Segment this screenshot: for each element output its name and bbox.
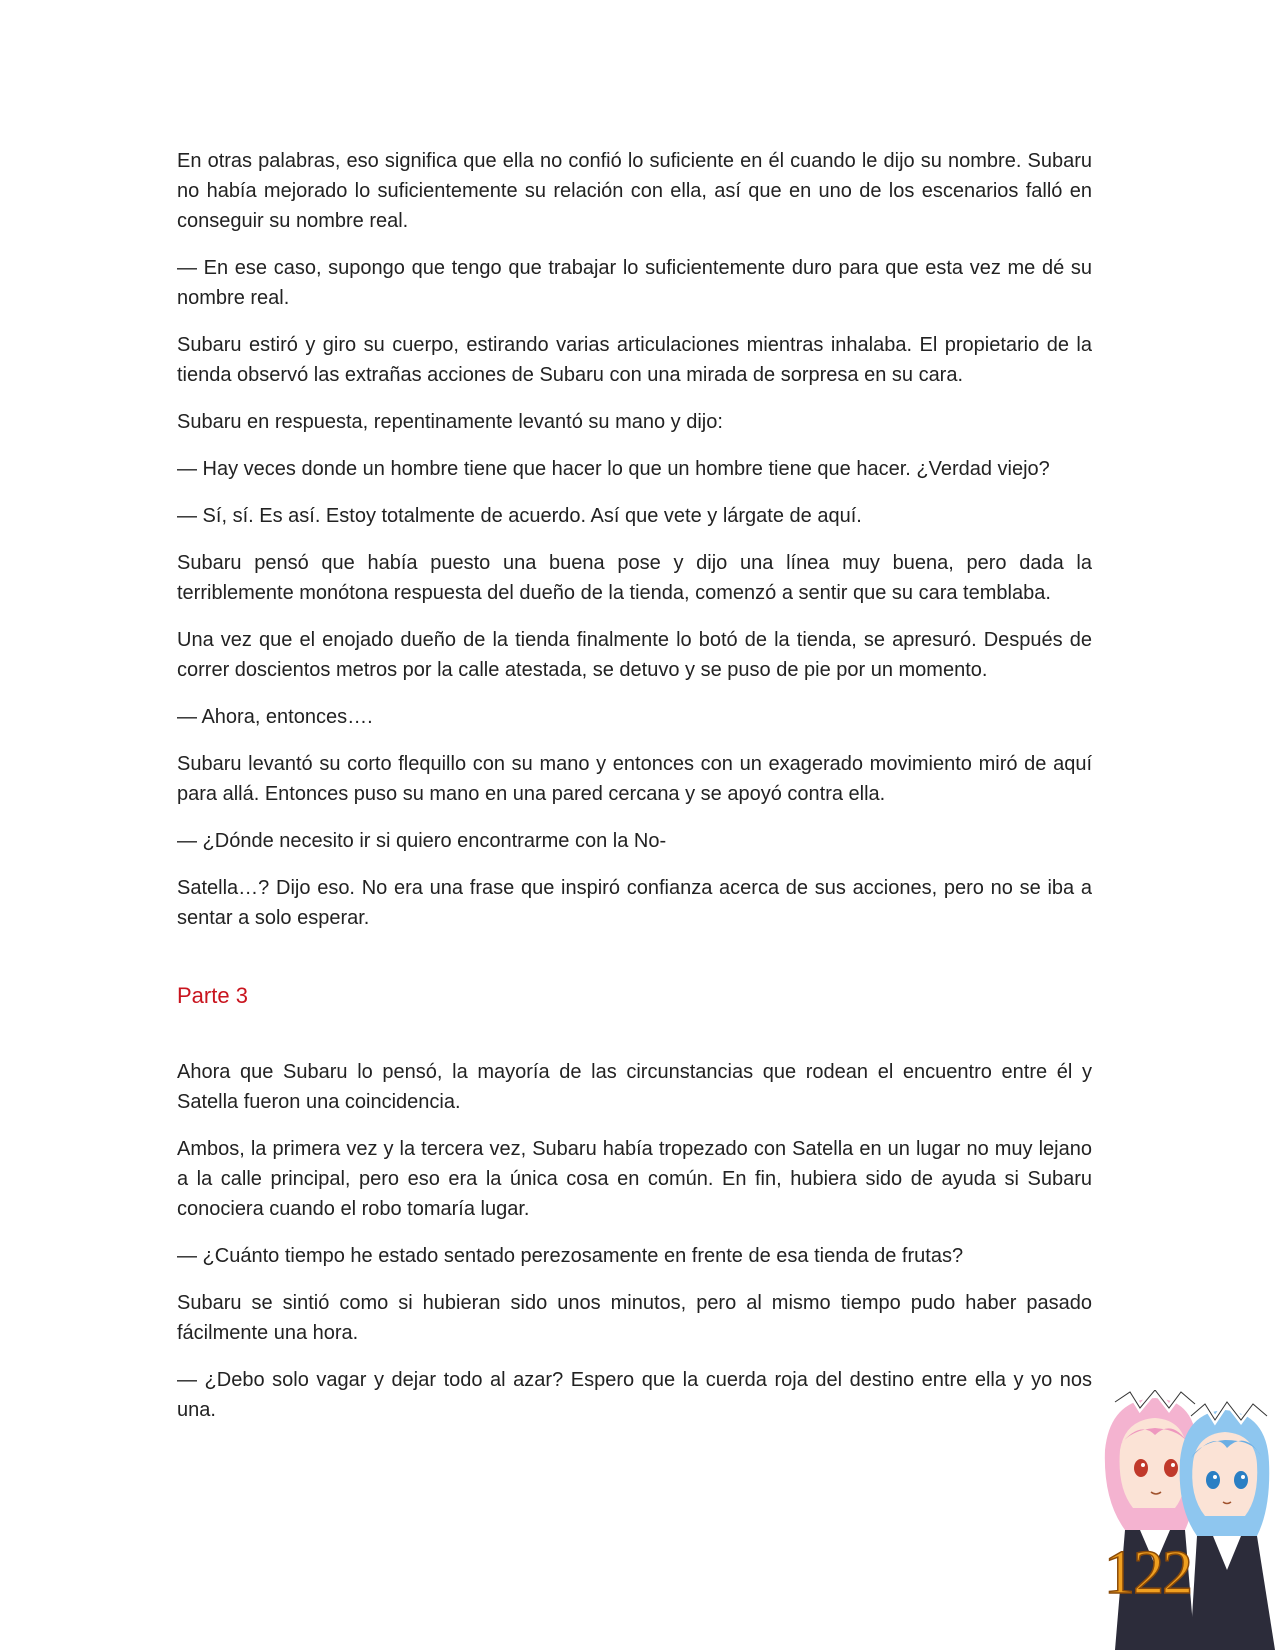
page-number: 122 [1104, 1539, 1191, 1607]
paragraph: Subaru estiró y giro su cuerpo, estirando varias articulaciones mientras inhalaba. El propietario de la tienda observó las extrañas acciones de Subaru con una mirada de sorpresa en su cara. [177, 334, 1092, 386]
paragraph: En otras palabras, eso significa que ella no confió lo suficiente en él cuando le dijo su nombre. Subaru no había mejorado lo suficientemente su relación con ella, así que en uno de los escenarios falló en conseguir su nombre real. [177, 150, 1092, 232]
paragraph: — En ese caso, supongo que tengo que trabajar lo suficientemente duro para que esta vez me dé su nombre real. [177, 257, 1092, 309]
paragraph: Subaru pensó que había puesto una buena pose y dijo una línea muy buena, pero dada la terriblemente monótona respuesta del dueño de la tienda, comenzó a sentir que su cara temblaba. [177, 552, 1092, 604]
section-heading: Parte 3 [177, 983, 248, 1008]
paragraph: Satella…? Dijo eso. No era una frase que inspiró confianza acerca de sus acciones, pero no se iba a sentar a solo esperar. [177, 877, 1092, 929]
anime-characters-illustration [1085, 1390, 1275, 1650]
paragraph: — ¿Dónde necesito ir si quiero encontrarme con la No- [177, 830, 667, 852]
paragraph: — ¿Debo solo vagar y dejar todo al azar? Espero que la cuerda roja del destino entre ella y yo nos una. [177, 1369, 1092, 1421]
blue-haired-maid-art [1180, 1402, 1275, 1650]
paragraph: Una vez que el enojado dueño de la tienda finalmente lo botó de la tienda, se apresuró. Después de correr doscientos metros por la calle atestada, se detuvo y se puso de pie por un momento. [177, 629, 1092, 681]
body-text [177, 146, 1092, 1442]
paragraph: — Hay veces donde un hombre tiene que hacer lo que un hombre tiene que hacer. ¿Verdad viejo? [177, 458, 1050, 480]
paragraph: — ¿Cuánto tiempo he estado sentado perezosamente en frente de esa tienda de frutas? [177, 1245, 964, 1267]
paragraph: — Ahora, entonces…. [177, 706, 373, 728]
paragraph: Subaru levantó su corto flequillo con su mano y entonces con un exagerado movimiento miró de aquí para allá. Entonces puso su mano en una pared cercana y se apoyó contra ella. [177, 753, 1092, 805]
paragraph: Ahora que Subaru lo pensó, la mayoría de las circunstancias que rodean el encuentro entre él y Satella fueron una coincidencia. [177, 1061, 1092, 1113]
paragraph: Subaru en respuesta, repentinamente levantó su mano y dijo: [177, 411, 723, 433]
paragraph: Subaru se sintió como si hubieran sido unos minutos, pero al mismo tiempo pudo haber pasado fácilmente una hora. [177, 1292, 1092, 1344]
paragraph: — Sí, sí. Es así. Estoy totalmente de acuerdo. Así que vete y lárgate de aquí. [177, 505, 862, 527]
pink-haired-maid-art [1105, 1390, 1197, 1650]
paragraph: Ambos, la primera vez y la tercera vez, Subaru había tropezado con Satella en un lugar no muy lejano a la calle principal, pero eso era la única cosa en común. En fin, hubiera sido de ayuda si Subaru conociera cuando el robo tomaría lugar. [177, 1138, 1092, 1220]
